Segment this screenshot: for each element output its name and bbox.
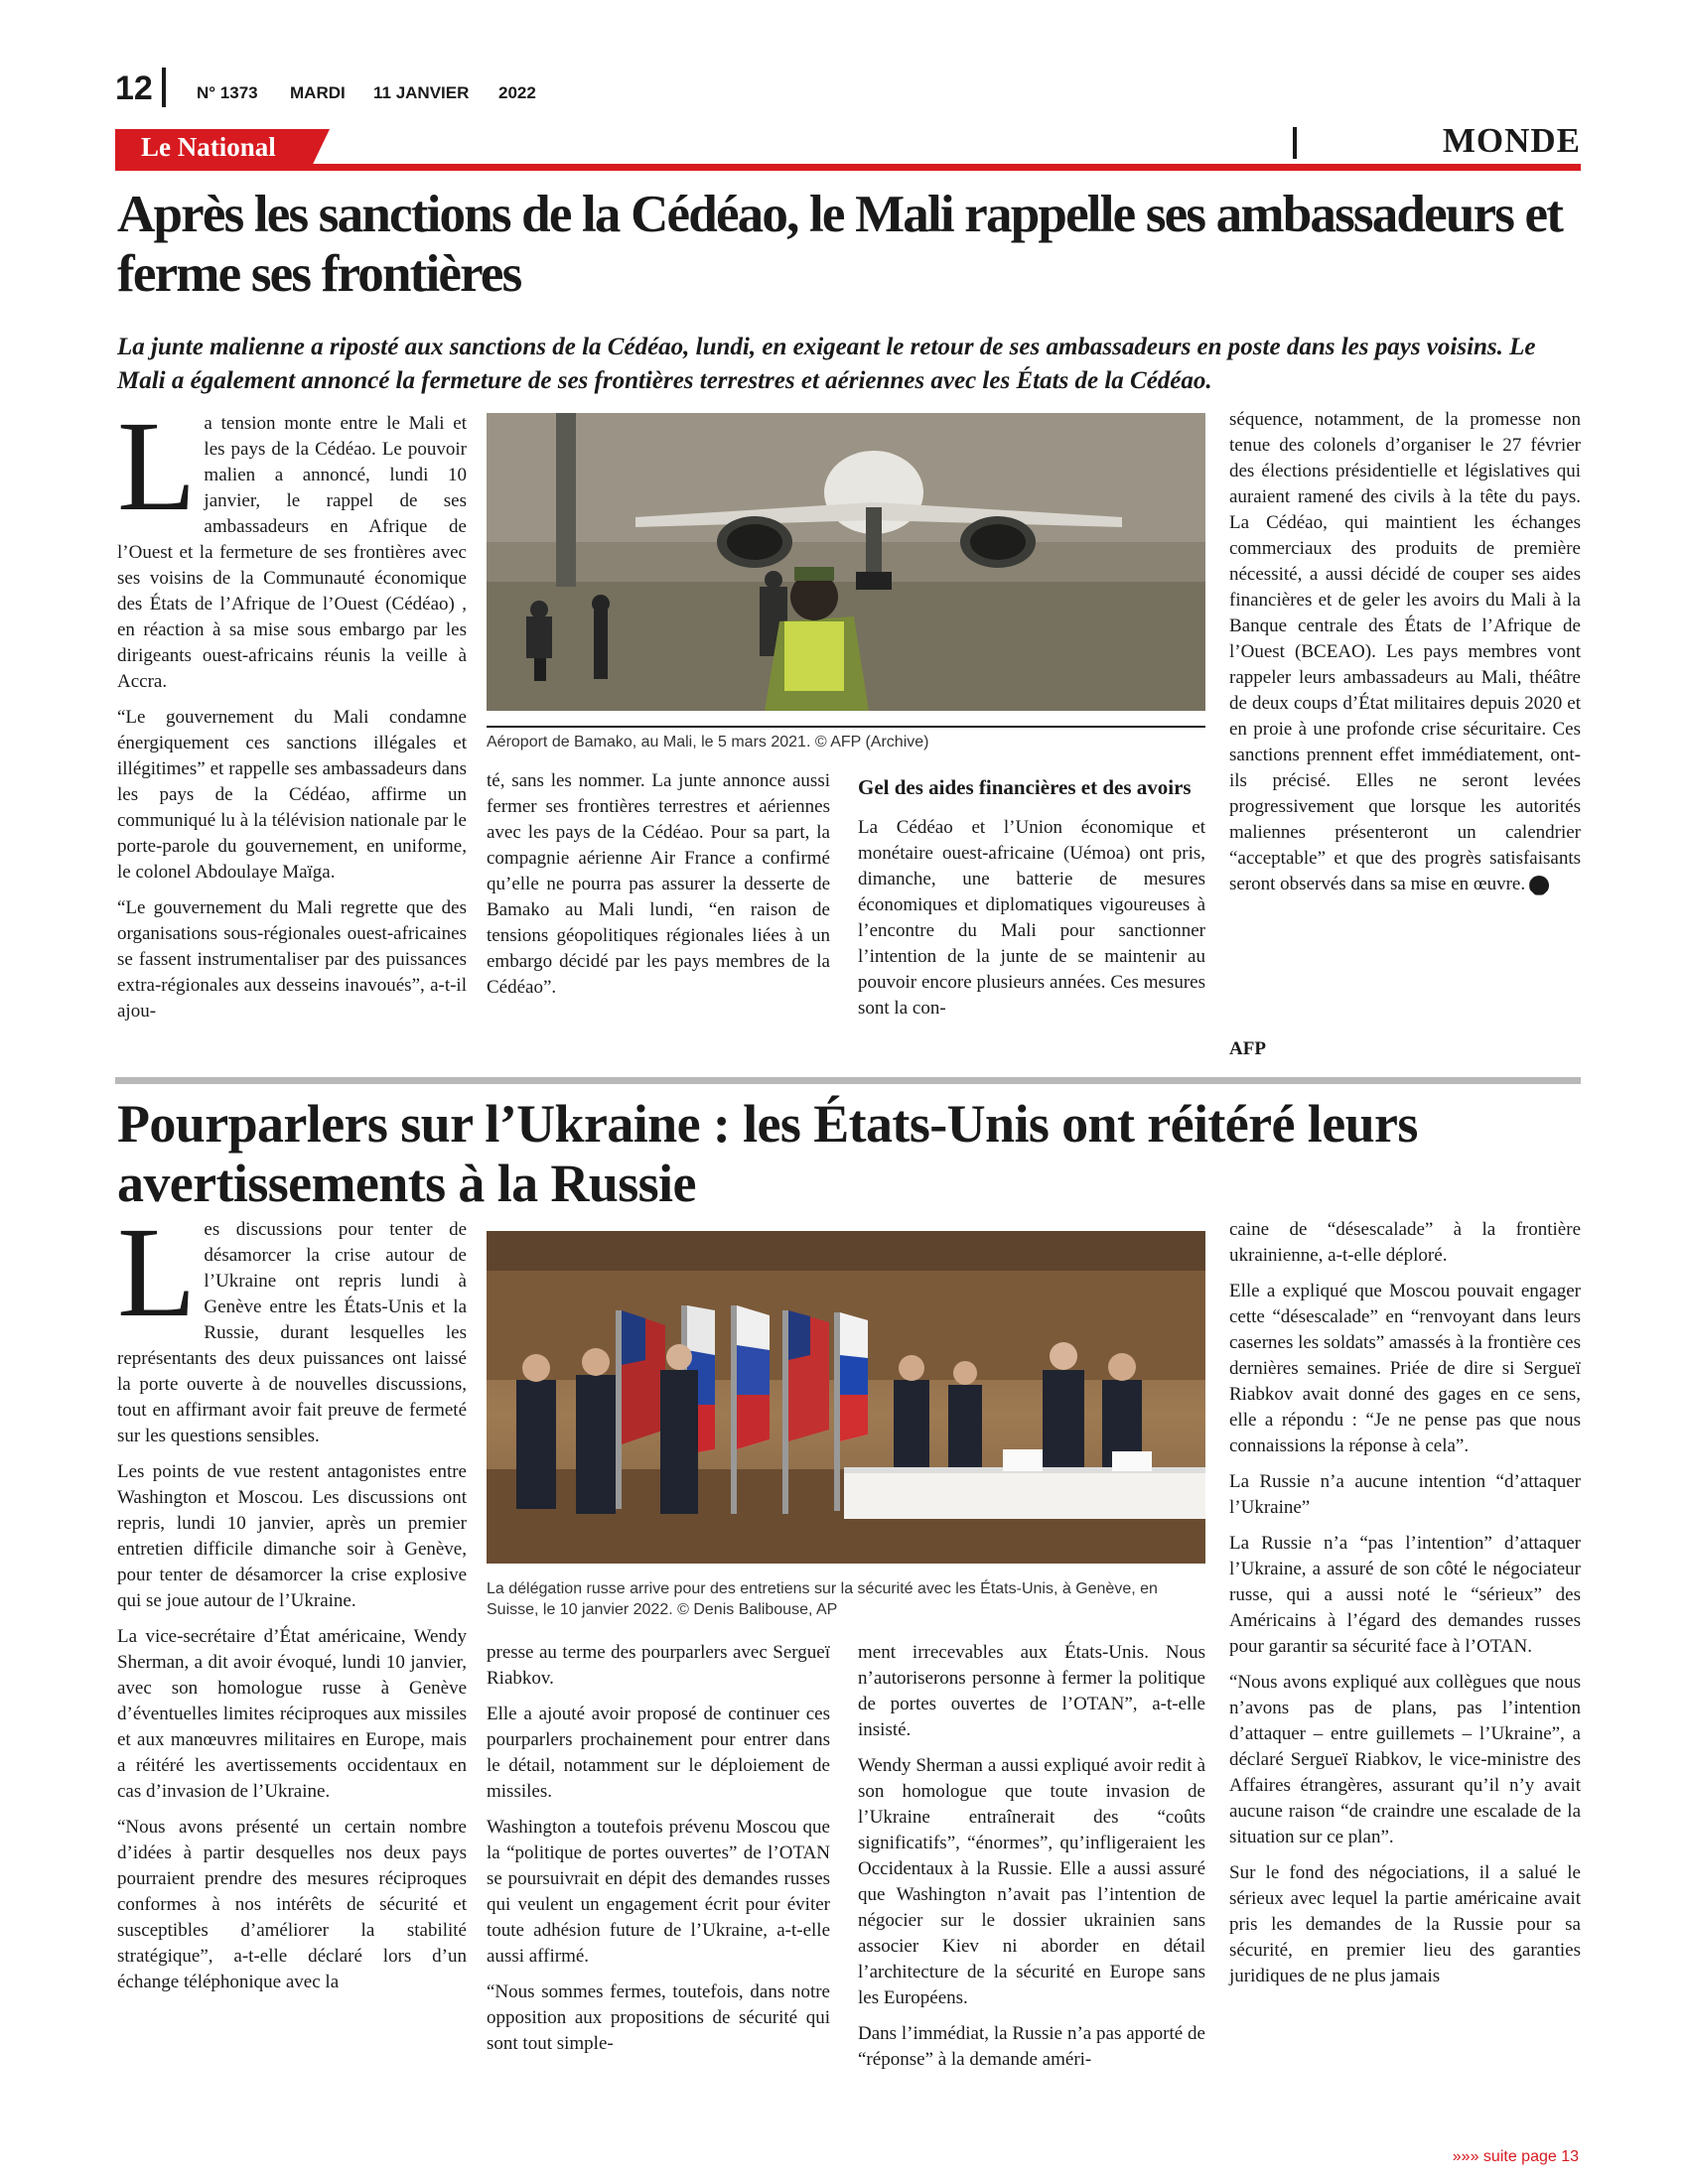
issue-date: 11 JANVIER xyxy=(373,83,470,102)
article2-paragraph: presse au terme des pourparlers avec Sergueï Riabkov. xyxy=(487,1642,830,1689)
airplane-illustration xyxy=(487,413,1205,711)
article2-paragraph: Washington a toutefois prévenu Moscou que la “politique de portes ouvertes” de l’OTAN se poursuivrait en dépit des demandes russes qui veulent un engagement écrit pour éviter toute adhésion future de l’Ukraine, a-t-elle aussi affirmé. xyxy=(487,1817,830,1967)
article2-column-1 xyxy=(117,1201,467,2005)
delegation-illustration xyxy=(487,1231,1205,1564)
article1-paragraph: “Le gouvernement du Mali condamne énergiquement ces sanctions illégales et illégitimes” et rappelle ses ambassadeurs dans les pays de la Cédéao, affirme un communiqué lu à la télévision nationale par le porte-parole du gouvernement, en uniforme, le colonel Abdoulaye Maïga. xyxy=(117,707,467,883)
article1-paragraph: a tension monte entre le Mali et les pays de la Cédéao. Le pouvoir malien a annoncé, lundi 10 janvier, le rappel de ses ambassadeurs en Afrique de l’Ouest et la fermeture de ses frontières avec ses voisins de la Communauté économique des États de l’Afrique de l’Ouest (Cédéao) , en réaction à sa mise sous embargo par les dirigeants ouest-africains réunis la veille à Accra. xyxy=(117,413,467,692)
rubric-separator xyxy=(1293,127,1297,159)
article2-paragraph: Dans l’immédiat, la Russie n’a pas apporté de “réponse” à la demande améri- xyxy=(858,2023,1205,2070)
article1-paragraph xyxy=(1229,407,1581,897)
article2-paragraph: ment irrecevables aux États-Unis. Nous n’autoriserons personne à fermer la politique de portes ouvertes de l’OTAN”, a-t-elle insisté. xyxy=(858,1642,1205,1740)
article1-paragraph: La Cédéao et l’Union économique et monétaire ouest-africaine (Uémoa) ont pris, dimanche, une batterie de mesures économiques et diplomatiques vigoureuses à l’encontre du Mali pour sanctionner l’intention de la junte de se maintenir au pouvoir encore plusieurs années. Ces mesures sont la con- xyxy=(858,817,1205,1019)
article1-column-2 xyxy=(487,768,830,1011)
article2-paragraph: “Nous avons présenté un certain nombre d’idées à partir desquelles nos deux pays pourraient prendre des mesures réciproques conformes à nos intérêts de sécurité et susceptibles d’améliorer la stabilité stratégique”, a-t-elle déclaré lors d’un échange téléphonique avec la xyxy=(117,1817,467,1992)
article1-paragraph: té, sans les nommer. La junte annonce aussi fermer ses frontières terrestres et aériennes avec les pays de la Cédéao. Pour sa part, la compagnie aérienne Air France a confirmé qu’elle ne pourra pas assurer la desserte de Bamako au Mali lundi, “en raison de tensions géopolitiques régionales liées à un embargo décidé par les pays membres de la Cédéao”. xyxy=(487,770,830,998)
article2-photo-caption: La délégation russe arrive pour des entretiens sur la sécurité avec les États-Unis, à Genève, en Suisse, le 10 janvier 2022. © Denis Balibouse, AP xyxy=(487,1580,1158,1618)
article1-dropcap: L xyxy=(117,395,197,538)
article2-paragraph: La vice-secrétaire d’État américaine, Wendy Sherman, a dit avoir évoqué, lundi 10 janvier, avec son homologue russe à Genève d’éventuelles limites réciproques aux missiles et aux manœuvres militaires en Europe, mais a réitéré les avertissements occidentaux en cas d’invasion de l’Ukraine. xyxy=(117,1626,467,1802)
article2-subhead: La Russie n’a aucune intention “d’attaquer l’Ukraine” xyxy=(1229,1471,1581,1518)
article2-paragraph: La Russie n’a “pas l’intention” d’attaquer l’Ukraine, a assuré de son côté le négociateur russe, qui a aussi noté le “sérieux” des Américains à l’égard des demandes russes pour garantir sa sécurité face à l’OTAN. xyxy=(1229,1533,1581,1657)
article2-paragraph: Elle a ajouté avoir proposé de continuer ces pourparlers prochainement pour entrer dans le détail, notamment sur le déploiement de missiles. xyxy=(487,1704,830,1802)
article1-column-3 xyxy=(858,768,1205,1031)
issue-number: N° 1373 xyxy=(197,83,258,102)
article1-photo-caption: Aéroport de Bamako, au Mali, le 5 mars 2021. © AFP (Archive) xyxy=(487,734,929,751)
article2-paragraph: es discussions pour tenter de désamorcer la crise autour de l’Ukraine ont repris lundi à Genève entre les États-Unis et la Russie, durant lesquelles les représentants des deux puissances ont laissé la porte ouverte à de nouvelles discussions, tout en affirmant avoir fait preuve de fermeté sur les questions sensibles. xyxy=(117,1219,467,1446)
article1-subhead: Gel des aides financières et des avoirs xyxy=(858,775,1192,799)
article2-dropcap: L xyxy=(117,1201,197,1344)
issue-day: MARDI xyxy=(290,83,346,102)
article2-paragraph: “Nous avons expliqué aux collègues que nous n’avons pas de plans, pas l’intention d’attaquer – entre guillemets – l’Ukraine”, a déclaré Sergueï Riabkov, le vice-ministre des Affaires étrangères, assurant qu’il n’y avait aucune raison “de craindre une escalade de la situation sur ce plan”. xyxy=(1229,1672,1581,1847)
article1-title: Après les sanctions de la Cédéao, le Mali rappelle ses ambassadeurs et ferme ses frontières xyxy=(117,186,1563,303)
caption-rule xyxy=(487,726,1205,728)
article1-paragraph: “Le gouvernement du Mali regrette que des organisations sous-régionales ouest-africaines se fassent instrumentaliser par des puissances extra-régionales aux desseins inavoués”, a-t-il ajou- xyxy=(117,897,467,1022)
article1-paragraph-text: séquence, notamment, de la promesse non tenue des colonels d’organiser le 27 février des élections présidentielle et législatives qui auraient ramené des civils à la tête du pays. La Cédéao, qui maintient les échanges commerciaux des produits de première nécessité, a aussi décidé de couper ses aides financières et de geler les avoirs du Mali à la Banque centrale des États de l’Afrique de l’Ouest (BCEAO). Les pays membres vont rappeler leurs ambassadeurs au Mali, théâtre de deux coups d’État militaires depuis 2020 et en proie à une profonde crise sécuritaire. Ces sanctions prennent effet immédiatement, ont-ils précisé. Elles ne seront levées progressivement que lorsque les autorités maliennes présenteront un calendrier “acceptable” et que des progrès satisfaisants seront observés dans sa mise en œuvre. xyxy=(1229,409,1581,894)
article2-paragraph: caine de “désescalade” à la frontière ukrainienne, a-t-elle déploré. xyxy=(1229,1219,1581,1266)
article2-paragraph: Elle a expliqué que Moscou pouvait engager cette “désescalade” en “renvoyant dans leurs casernes les soldats” amassés à la frontière ces dernières semaines. Priée de dire si Sergueï Riabkov avait donné des gages en ce sens, elle a répondu : “Je ne pense pas que nous connaissions la réponse à cela”. xyxy=(1229,1281,1581,1456)
geneva-delegation-photo xyxy=(487,1231,1205,1564)
issue-year: 2022 xyxy=(498,83,536,102)
article2-column-4 xyxy=(1229,1217,1581,1999)
article2-paragraph: Sur le fond des négociations, il a salué le sérieux avec lequel la partie américaine avait pris les demandes de la Russie pour sa sécurité, en premier lieu des garanties juridiques de ne plus jamais xyxy=(1229,1862,1581,1986)
article2-paragraph: “Nous sommes fermes, toutefois, dans notre opposition aux propositions de sécurité qui sont tout simple- xyxy=(487,1981,830,2054)
article2-paragraph: Les points de vue restent antagonistes entre Washington et Moscou. Les discussions ont repris, lundi 10 janvier, après un premier entretien difficile dimanche soir à Genève, pour tenter de désamorcer la crise explosive qui se joue autour de l’Ukraine. xyxy=(117,1461,467,1611)
end-of-article-icon xyxy=(1529,876,1549,895)
section-rubric: MONDE xyxy=(1442,121,1581,160)
article-separator xyxy=(115,1077,1581,1084)
article1-column-4 xyxy=(1229,407,1581,897)
airport-photo xyxy=(487,413,1205,711)
brand-name: Le National xyxy=(141,132,276,162)
article2-column-3 xyxy=(858,1640,1205,2083)
article1-signature: AFP xyxy=(1229,1038,1266,1059)
article2-title: Pourparlers sur l’Ukraine : les États-Unis ont réitéré leurs avertissements à la Russie xyxy=(117,1094,1418,1213)
header-separator xyxy=(162,68,166,107)
article2-column-2 xyxy=(487,1640,830,2067)
page-number: 12 xyxy=(115,69,153,107)
header-rule xyxy=(115,164,1581,171)
article1-column-1 xyxy=(117,395,467,1034)
continued-on-link[interactable]: »»» suite page 13 xyxy=(1452,2148,1579,2165)
article2-paragraph: Wendy Sherman a aussi expliqué avoir redit à son homologue que toute invasion de l’Ukraine entraînerait des “coûts significatifs”, “énormes”, qu’infligeraient les Occidentaux à la Russie. Elle a aussi assuré que Washington n’avait pas l’intention de négocier sur le dossier ukrainien sans associer Kiev ni aborder en détail l’architecture de la sécurité en Europe sans les Européens. xyxy=(858,1755,1205,2008)
article1-lede: La junte malienne a riposté aux sanctions de la Cédéao, lundi, en exigeant le retour de ses ambassadeurs en poste dans les pays voisins. Le Mali a également annoncé la fermeture de ses frontières terrestres et aériennes avec les États de la Cédéao. xyxy=(117,334,1536,394)
